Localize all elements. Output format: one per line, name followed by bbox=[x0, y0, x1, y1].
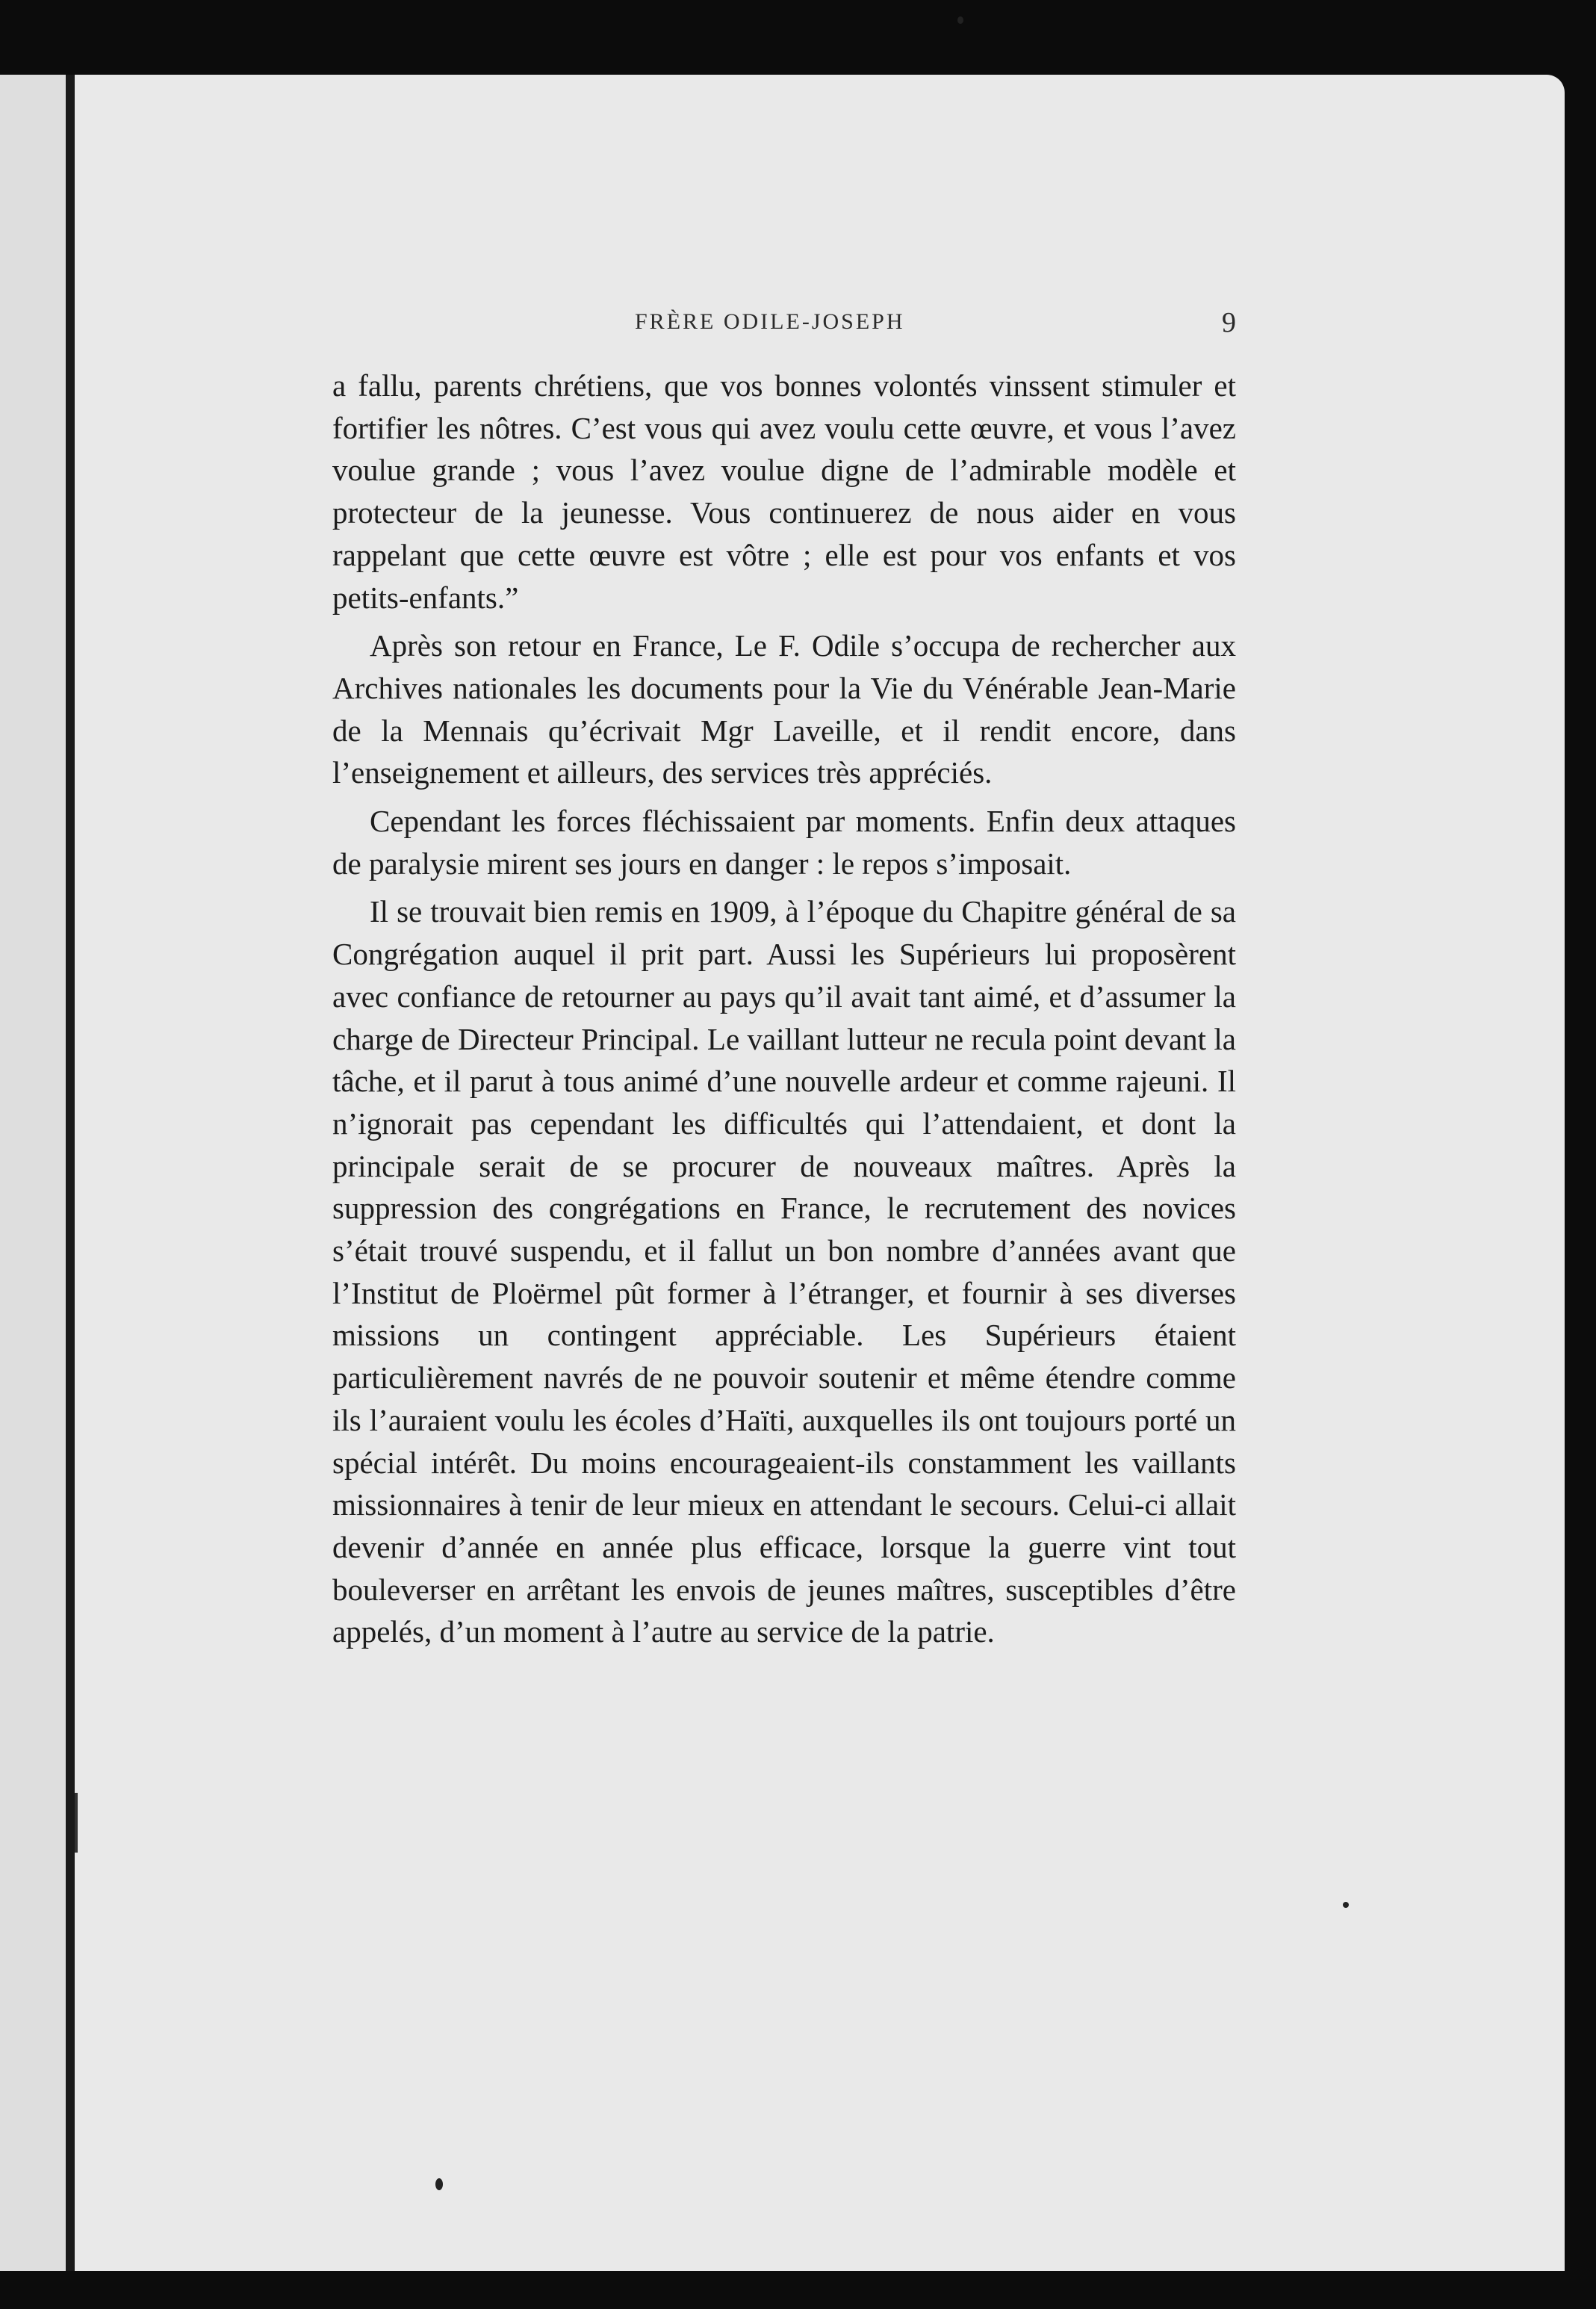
dust-speck bbox=[957, 16, 963, 24]
gutter-shadow bbox=[66, 75, 75, 2271]
paragraph: Cependant les forces fléchissaient par moments. Enfin deux attaques de paralysie mirent ses jours en danger : le repos s’imposait. bbox=[332, 804, 1236, 881]
paragraph: Après son retour en France, Le F. Odile s’occupa de rechercher aux Archives nationales les documents pour la Vie du Vénérable Jean-Marie de la Mennais qu’écrivait Mgr Laveille, et il rendit encore, dans l’enseignement et ailleurs, des services très appréciés. bbox=[332, 628, 1236, 790]
dust-speck bbox=[435, 2178, 443, 2190]
facing-page-edge bbox=[0, 75, 66, 2271]
page-header bbox=[332, 306, 1236, 344]
running-head: FRÈRE ODILE-JOSEPH bbox=[635, 309, 905, 334]
paragraph: Il se trouvait bien remis en 1909, à l’époque du Chapitre général de sa Congrégation auquel il prit part. Aussi les Supérieurs lui proposèrent avec confiance de retourner au pays qu’il avait tant aimé, et d’assumer la charge de Directeur Principal. Le vaillant lutteur ne recula point devant la tâche, et il parut à tous animé d’une nouvelle ardeur et comme rajeuni. Il n’ignorait pas cependant les difficultés qui l’attendaient, et dont la principale serait de se procurer de nouveaux maîtres. Après la suppression des congrégations en France, le recrutement des novices s’était trouvé suspendu, et il fallut un bon nombre d’années avant que l’Institut de Ploërmel pût former à l’étranger, et fournir à ses diverses missions un contingent appréciable. Les Supérieurs étaient particulièrement navrés de ne pouvoir soutenir et même étendre comme ils l’auraient voulu les écoles d’Haïti, auxquelles ils ont toujours porté un spécial intérêt. Du moins encourageaient-ils constamment les vaillants missionnaires à tenir de leur mieux en attendant le secours. Celui-ci allait devenir d’année en année plus efficace, lorsque la guerre vint tout bouleverser en arrêtant les envois de jeunes maîtres, susceptibles d’être appelés, d’un moment à l’autre au service de la patrie. bbox=[332, 894, 1236, 1649]
body-text bbox=[332, 365, 1236, 1659]
paragraph: a fallu, parents chrétiens, que vos bonnes volontés vinssent stimuler et fortifier les nôtres. C’est vous qui avez voulu cette œuvre, et vous l’avez voulue grande ; vous l’avez voulue digne de l’admirable modèle et protecteur de la jeunesse. Vous continuerez de nous aider en vous rappelant que cette œuvre est vôtre ; elle est pour vos enfants et vos petits-enfants.” bbox=[332, 368, 1236, 615]
page-number: 9 bbox=[1222, 307, 1236, 338]
edge-mark bbox=[75, 1793, 78, 1853]
dust-speck bbox=[1343, 1902, 1349, 1908]
